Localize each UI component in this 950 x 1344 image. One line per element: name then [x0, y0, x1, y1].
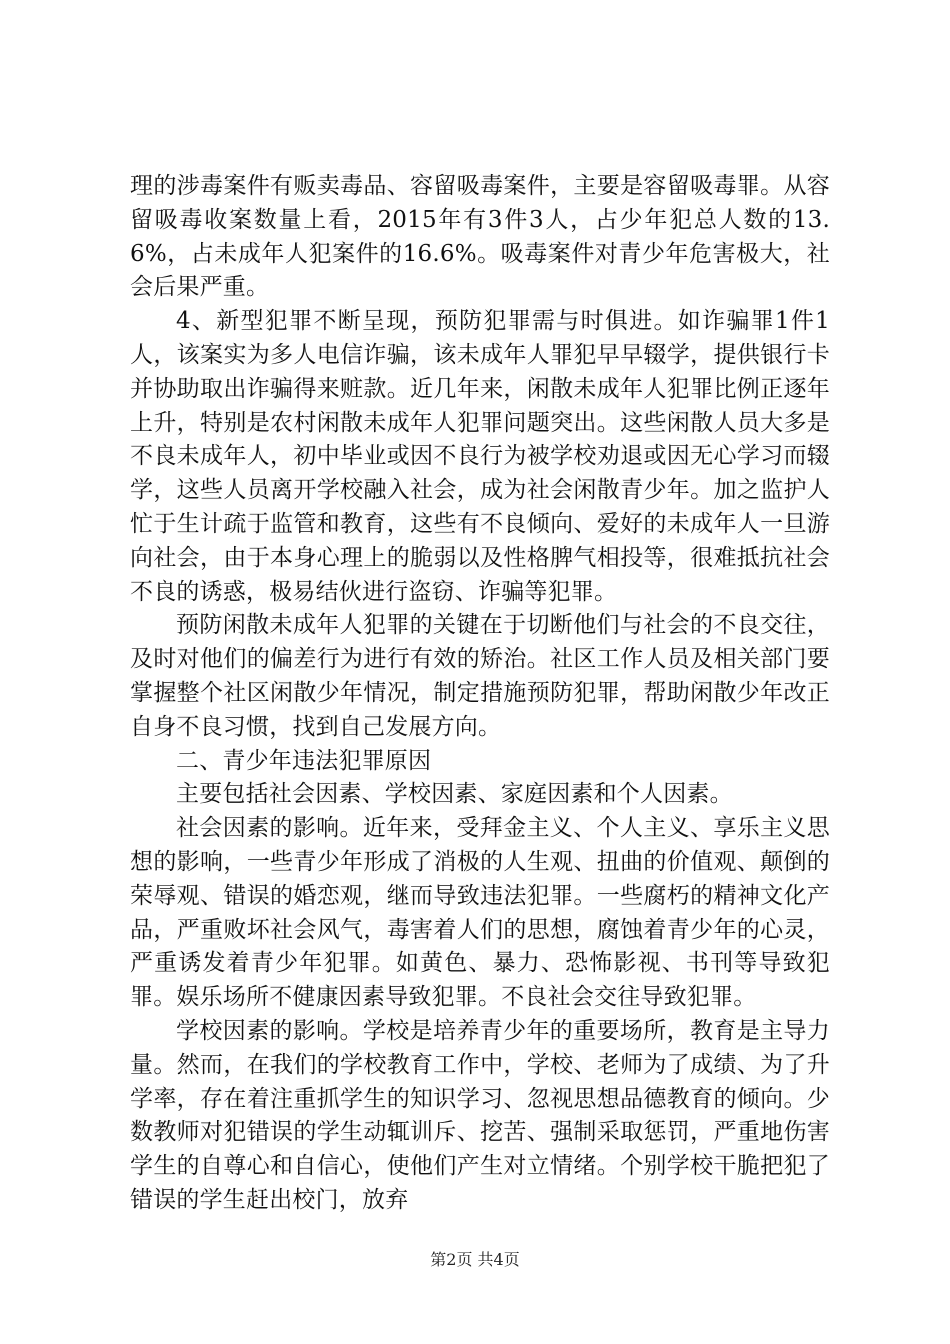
section-heading-causes: 二、青少年违法犯罪原因 — [176, 747, 432, 774]
page-number-footer: 第2页 共4页 — [430, 1250, 520, 1269]
document-body — [130, 170, 830, 1218]
paragraph-causes-summary: 主要包括社会因素、学校因素、家庭因素和个人因素。 — [176, 781, 733, 808]
paragraph-new-crime-types: 4、新型犯罪不断呈现，预防犯罪需与时俱进。如诈骗罪1件1人，该案实为多人电信诈骗，该未成年人罪犯早早辍学，提供银行卡并协助取出诈骗得来赃款。近几年来，闲散未成年人犯罪比例正逐年上升，特别是农村闲散未成年人犯罪问题突出。这些闲散人员大多是不良未成年人，初中毕业或因不良行为被学校劝退或因无心学习而辍学，这些人员离开学校融入社会，成为社会闲散青少年。加之监护人忙于生计疏于监管和教育，这些有不良倾向、爱好的未成年人一旦游向社会，由于本身心理上的脆弱以及性格脾气相投等，很难抵抗社会不良的诱惑，极易结伙进行盗窃、诈骗等犯罪。 — [130, 308, 830, 605]
paragraph-school-factors: 学校因素的影响。学校是培养青少年的重要场所，教育是主导力量。然而，在我们的学校教育工作中，学校、老师为了成绩、为了升学率，存在着注重抓学生的知识学习、忽视思想品德教育的倾向。少数教师对犯错误的学生动辄训斥、挖苦、强制采取惩罚，严重地伤害学生的自尊心和自信心，使他们产生对立情绪。个别学校干脆把犯了错误的学生赶出校门，放弃 — [130, 1017, 830, 1213]
paragraph-social-factors: 社会因素的影响。近年来，受拜金主义、个人主义、享乐主义思想的影响，一些青少年形成了消极的人生观、扭曲的价值观、颠倒的荣辱观、错误的婚恋观，继而导致违法犯罪。一些腐朽的精神文化产品，严重败坏社会风气，毒害着人们的思想，腐蚀着青少年的心灵，严重诱发着青少年犯罪。如黄色、暴力、恐怖影视、书刊等导致犯罪。娱乐场所不健康因素导致犯罪。不良社会交往导致犯罪。 — [130, 815, 830, 1011]
paragraph-prevention: 预防闲散未成年人犯罪的关键在于切断他们与社会的不良交往，及时对他们的偏差行为进行有效的矫治。社区工作人员及相关部门要掌握整个社区闲散少年情况，制定措施预防犯罪，帮助闲散少年改正自身不良习惯，找到自己发展方向。 — [130, 612, 830, 740]
paragraph-drug-cases: 理的涉毒案件有贩卖毒品、容留吸毒案件，主要是容留吸毒罪。从容留吸毒收案数量上看，2015年有3件3人，占少年犯总人数的13.6%，占未成年人犯案件的16.6%。吸毒案件对青少年危害极大，社会后果严重。 — [130, 173, 830, 301]
